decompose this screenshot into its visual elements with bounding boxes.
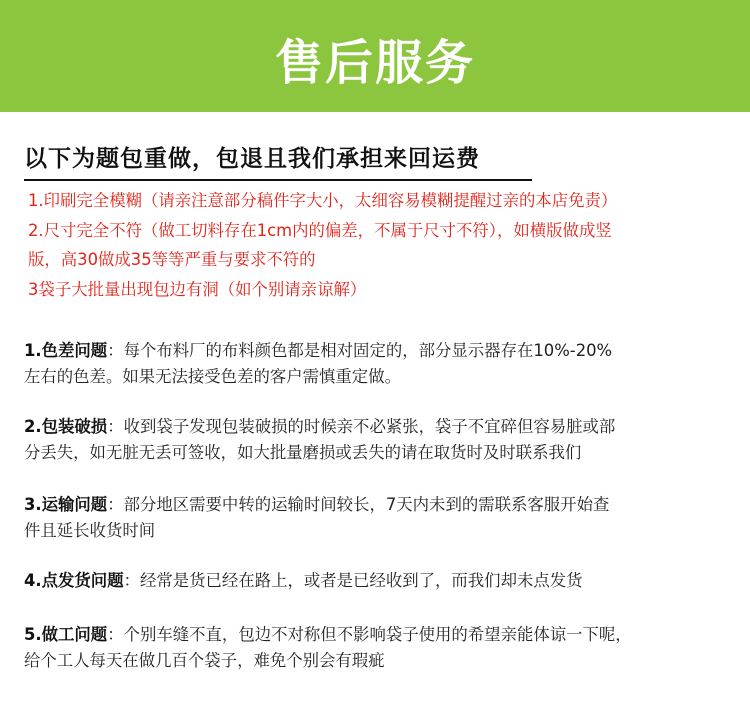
item-text: ：每个布料厂的布料颜色都是相对固定的，部分显示器存在10%-20% — [107, 341, 613, 360]
item-line — [24, 622, 736, 648]
item-line: 左右的色差。如果无法接受色差的客户需慎重定做。 — [24, 367, 401, 386]
item-text: ：个别车缝不直，包边不对称但不影响袋子使用的希望亲能体谅一下呢， — [107, 625, 632, 644]
note-line: 版，高30做成35等等严重与要求不符的 — [28, 250, 316, 269]
item-delivery-status — [24, 568, 736, 594]
note-line: 1.印刷完全模糊（请亲注意部分稿件字大小，太细容易模糊提醒过亲的本店免责） — [28, 191, 618, 210]
item-heading: 2.包装破损 — [24, 417, 108, 436]
item-line — [24, 338, 736, 364]
item-line: 给个工人每天在做几百个袋子，难免个别会有瑕疵 — [24, 651, 385, 670]
item-line — [24, 568, 736, 594]
warranty-notes — [28, 186, 734, 304]
item-heading: 3.运输问题 — [24, 495, 108, 514]
item-heading: 4.点发货问题 — [24, 571, 124, 590]
item-text: ：部分地区需要中转的运输时间较长，7天内未到的需联系客服开始查 — [107, 495, 610, 514]
item-heading: 5.做工问题 — [24, 625, 108, 644]
item-line: 分丢失，如无脏无丢可签收，如大批量磨损或丢失的请在取货时及时联系我们 — [24, 443, 582, 462]
item-line — [24, 414, 736, 440]
item-shipping — [24, 492, 736, 544]
item-text: ：经常是货已经在路上，或者是已经收到了，而我们却未点发货 — [123, 571, 583, 590]
page-title: 售后服务 — [274, 34, 475, 91]
item-line — [24, 492, 736, 518]
subtitle-underline — [24, 179, 532, 181]
item-heading: 1.色差问题 — [24, 341, 108, 360]
header-banner — [0, 0, 750, 112]
subtitle: 以下为题包重做，包退且我们承担来回运费 — [24, 145, 480, 172]
subtitle-block — [24, 140, 532, 181]
item-line: 件且延长收货时间 — [24, 521, 156, 540]
note-line: 3袋子大批量出现包边有洞（如个别请亲谅解） — [28, 279, 367, 299]
item-color-difference — [24, 338, 736, 390]
note-line: 2.尺寸完全不符（做工切料存在1cm内的偏差，不属于尺寸不符），如横版做成竖 — [28, 220, 612, 240]
item-package-damage — [24, 414, 736, 466]
item-text: ：收到袋子发现包装破损的时候亲不必紧张，袋子不宜碎但容易脏或部 — [107, 417, 616, 436]
item-workmanship — [24, 622, 736, 674]
